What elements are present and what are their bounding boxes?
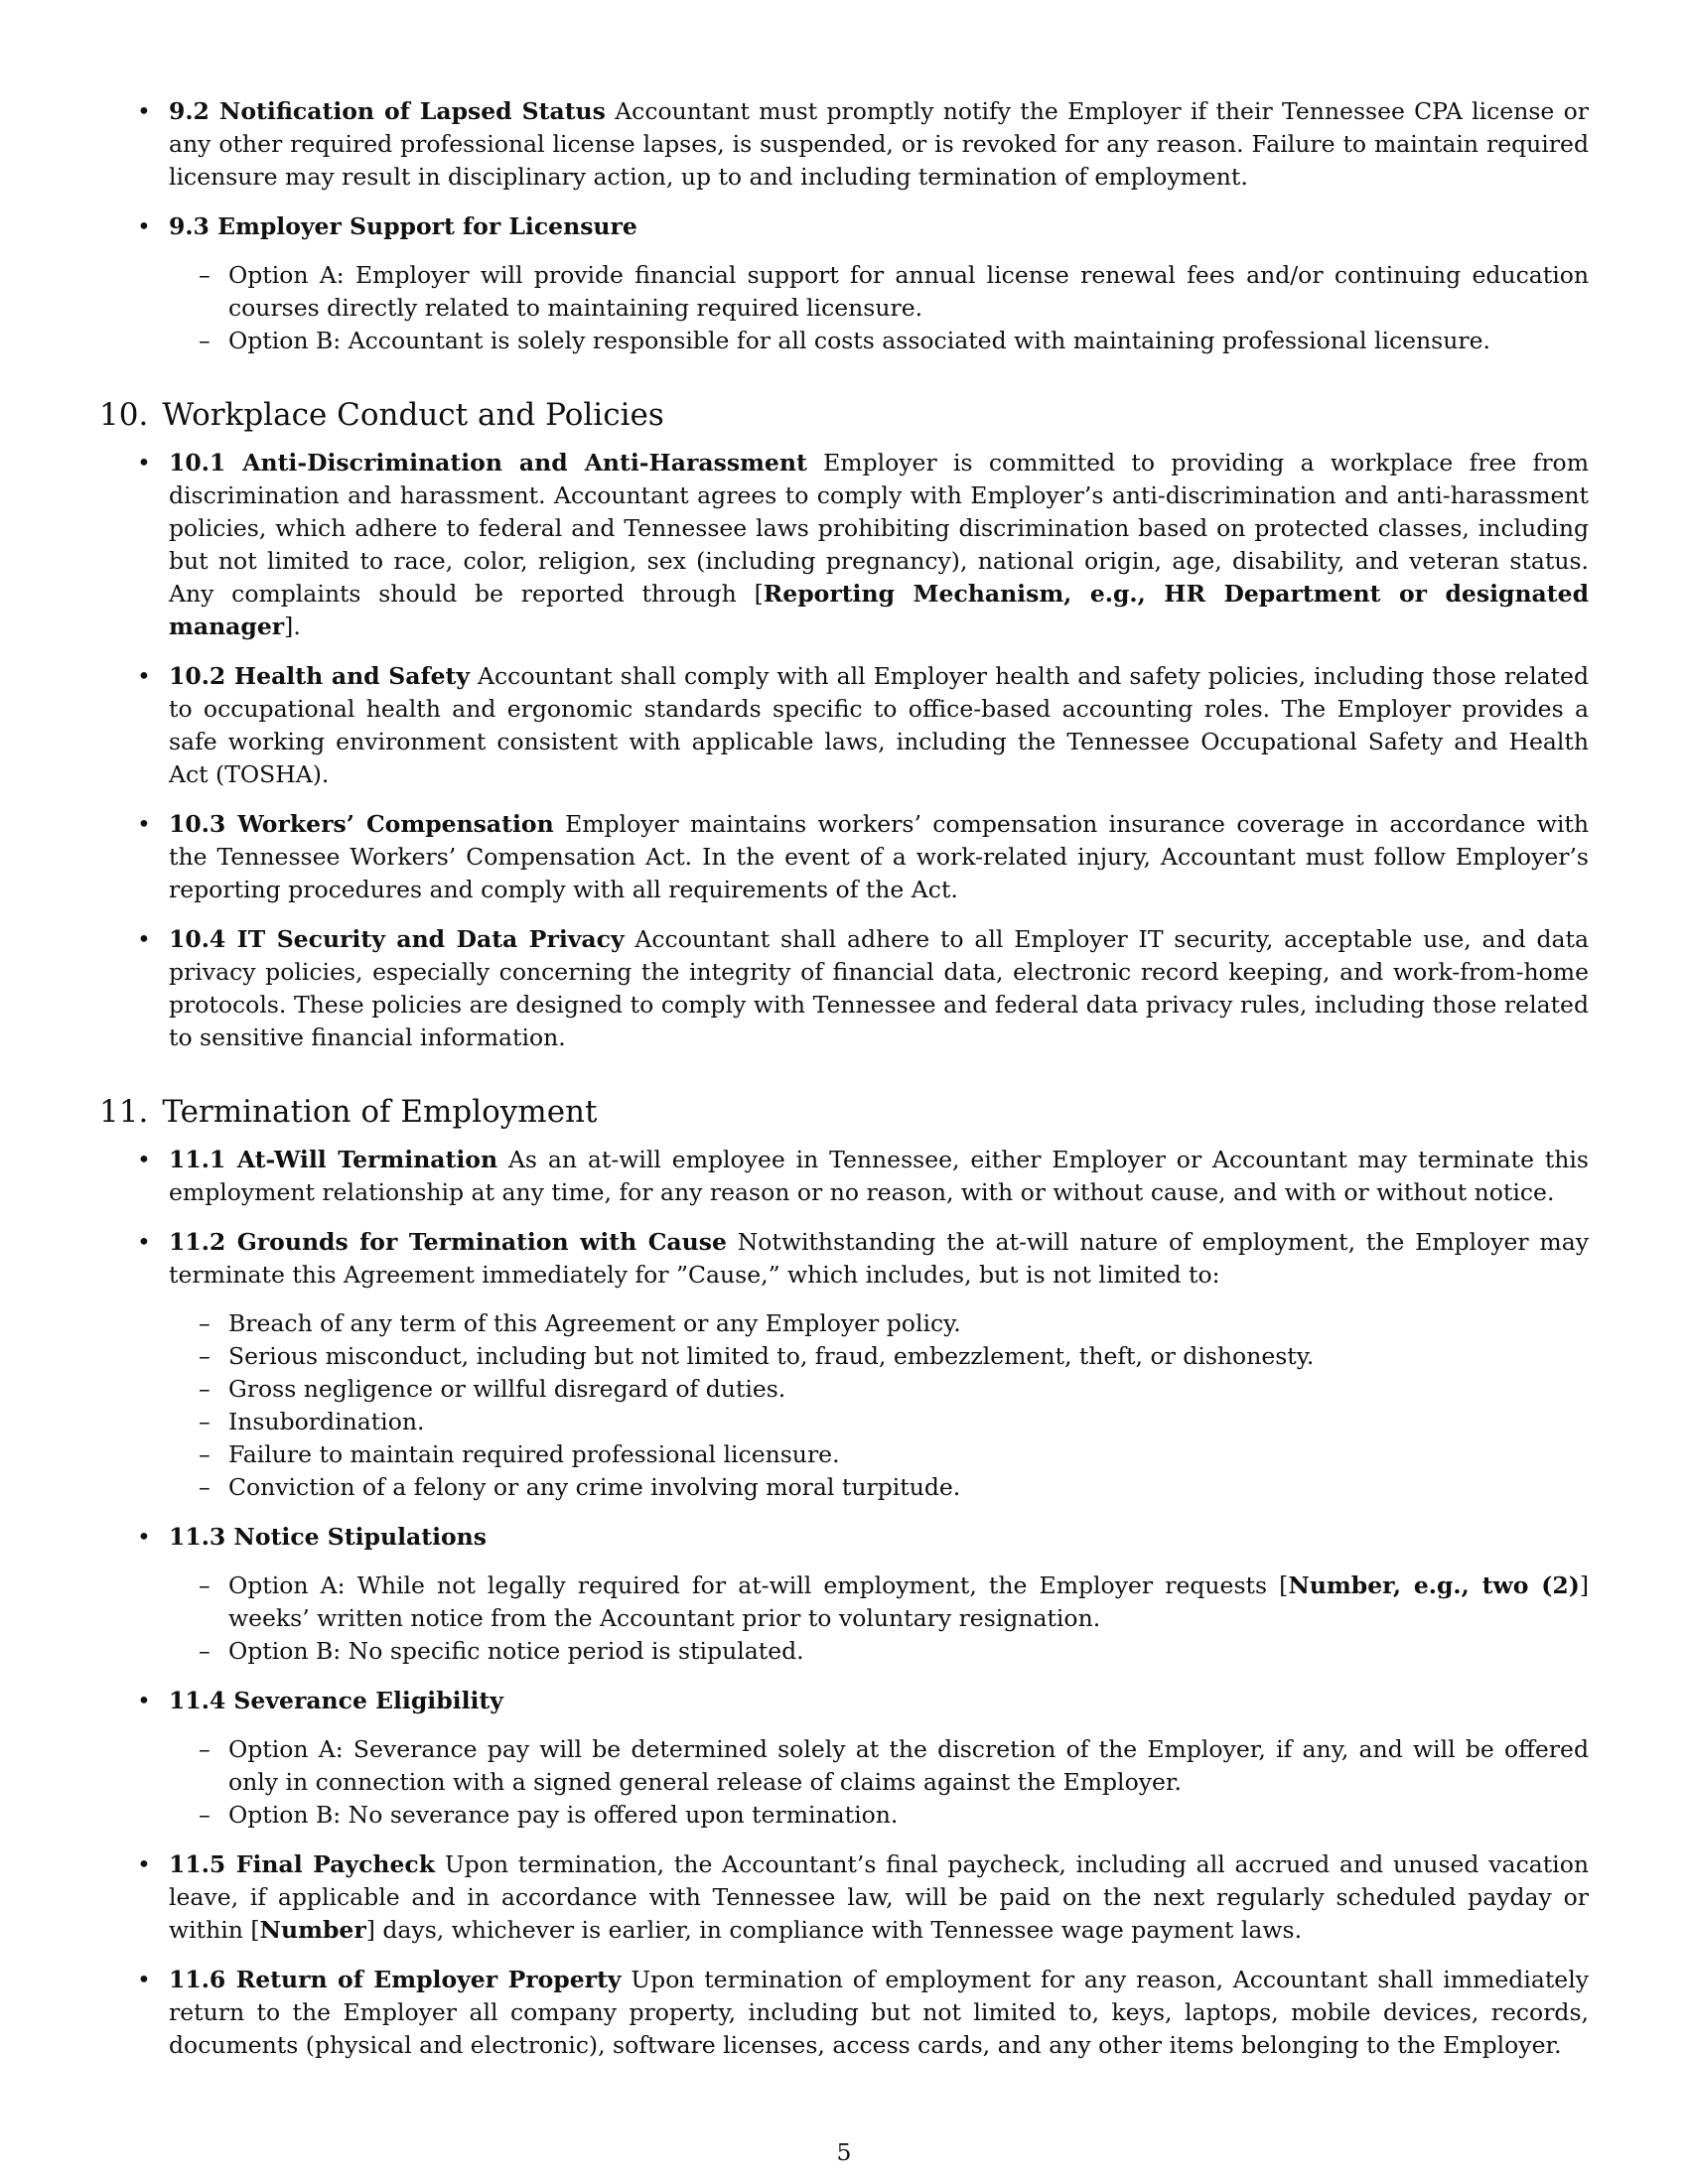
clause-text: Employer maintains workers’ compensation insurance coverage in accordance with the Tennessee Workers’ Compensation Act. In the event of a work-related injury, Accountant must follow Employer’s reporting procedures and comply with all requirements of the Act. (169, 810, 1589, 903)
grounds-item: – Breach of any term of this Agreement or any Employer policy. (169, 1307, 1589, 1340)
clause-text: Upon termination, the Accountant’s final paycheck, including all accrued and unused vacation leave, if applicable and in accordance with Tennessee law, will be paid on the next regularly scheduled payday or within (169, 1850, 1589, 1944)
option-text: Option A: While not legally required for at-will employment, the Employer requests (228, 1571, 1280, 1599)
grounds-item: – Insubordination. (169, 1406, 1589, 1438)
placeholder-bracket-open: [ (250, 1916, 260, 1944)
clause-title: 9.2 Notification of Lapsed Status (169, 97, 606, 125)
clause-text: Accountant must promptly notify the Employer if their Tennessee CPA license or any other required professional license lapses, is suspended, or is revoked for any reason. Failure to maintain required licensure may result in disciplinary action, up to and including termination of employment. (169, 97, 1589, 191)
clause-text: Upon termination of employment for any reason, Accountant shall immediately return to the Employer all company property, including but not limited to, keys, laptops, mobile devices, records, documents (physical and electronic), software licenses, access cards, and any other items belonging to the Employer. (169, 1966, 1589, 2059)
grounds-item: – Gross negligence or willful disregard of duties. (169, 1373, 1589, 1406)
clause-9-3 (99, 210, 1589, 357)
clause-title: 11.4 Severance Eligibility (169, 1687, 503, 1714)
document-body (99, 95, 1589, 2079)
option-item: – Option A: Employer will provide financial support for annual license renewal fees and/or continuing education courses directly related to maintaining required licensure. (169, 259, 1589, 325)
clause-text: As an at-will employee in Tennessee, either Employer or Accountant may terminate this employment relationship at any time, for any reason or no reason, with or without cause, and with or without notice. (169, 1146, 1589, 1206)
clause-text: Employer is committed to providing a workplace free from discrimination and harassment. Accountant agrees to comply with Employer’s anti-discrimination and anti-harassment policies, which adhere to federal and Tennessee laws prohibiting discrimination based on protected classes, including but not limited to race, color, religion, sex (including pregnancy), national origin, age, disability, and veteran status. Any complaints should be reported through (169, 449, 1589, 608)
clause-10-4 (99, 923, 1589, 1054)
clause-9-2 (99, 95, 1589, 194)
clause-11-5 (99, 1848, 1589, 1947)
placeholder-field: Reporting Mechanism, e.g., HR Department or designated manager (169, 580, 1589, 640)
clause-title: 11.1 At-Will Termination (169, 1146, 498, 1173)
clause-text: days, whichever is earlier, in compliance with Tennessee wage payment laws. (374, 1916, 1303, 1944)
clause-text: Accountant shall adhere to all Employer IT security, acceptable use, and data privacy policies, especially concerning the integrity of financial data, electronic record keeping, and work-from-home protocols. These policies are designed to comply with Tennessee and federal data privacy rules, including those related to sensitive financial information. (169, 925, 1589, 1051)
placeholder-field: Number (259, 1916, 366, 1944)
grounds-item: – Serious misconduct, including but not limited to, fraud, embezzlement, theft, or dishonesty. (169, 1340, 1589, 1373)
clause-title: 10.3 Workers’ Compensation (169, 810, 554, 838)
placeholder-bracket-close: ] (284, 613, 294, 640)
option-item: – Option B: No severance pay is offered upon termination. (169, 1799, 1589, 1832)
clause-10-1 (99, 447, 1589, 643)
clause-text: Accountant shall comply with all Employer health and safety policies, including those related to occupational health and ergonomic standards specific to office-based accounting roles. The Employer provides a safe working environment consistent with applicable laws, including the Tennessee Occupational Safety and Health Act (TOSHA). (169, 662, 1589, 788)
option-list (169, 259, 1589, 357)
clause-title: 10.4 IT Security and Data Privacy (169, 925, 625, 953)
option-item: – Option B: No specific notice period is stipulated. (169, 1635, 1589, 1668)
grounds-list (169, 1307, 1589, 1504)
section-number: 10. (99, 397, 149, 433)
option-item: – Option A: Severance pay will be determined solely at the discretion of the Employer, if any, and will be offered only in connection with a signed general release of claims against the Employer. (169, 1733, 1589, 1799)
placeholder-bracket-open: [ (754, 580, 764, 608)
option-item: – Option B: Accountant is solely responsible for all costs associated with maintaining professional licensure. (169, 325, 1589, 357)
section-title: Workplace Conduct and Policies (162, 397, 664, 433)
clause-11-2 (99, 1226, 1589, 1504)
option-list (169, 1733, 1589, 1832)
option-list (169, 1570, 1589, 1668)
section-number: 11. (99, 1094, 149, 1130)
clause-title: 11.2 Grounds for Termination with Cause (169, 1228, 727, 1256)
placeholder-bracket-close: ] (1579, 1571, 1589, 1599)
section-9-list (99, 95, 1589, 357)
clause-10-2 (99, 660, 1589, 791)
grounds-item: – Failure to maintain required professional licensure. (169, 1438, 1589, 1471)
grounds-item: – Conviction of a felony or any crime involving moral turpitude. (169, 1471, 1589, 1504)
clause-title: 9.3 Employer Support for Licensure (169, 212, 637, 240)
section-11-heading (99, 1092, 1589, 1132)
placeholder-bracket-open: [ (1279, 1571, 1289, 1599)
clause-title: 11.3 Notice Stipulations (169, 1523, 487, 1551)
option-item (169, 1570, 1589, 1635)
clause-10-3 (99, 808, 1589, 906)
clause-11-6 (99, 1964, 1589, 2062)
clause-text: Notwithstanding the at-will nature of employment, the Employer may terminate this Agreement immediately for ”Cause,” which includes, but is not limited to: (169, 1228, 1589, 1289)
section-11-list (99, 1144, 1589, 2062)
clause-title: 10.2 Health and Safety (169, 662, 471, 690)
clause-11-1 (99, 1144, 1589, 1209)
option-text: weeks’ written notice from the Accountant prior to voluntary resignation. (228, 1604, 1101, 1632)
clause-title: 11.5 Final Paycheck (169, 1850, 436, 1878)
clause-11-3 (99, 1521, 1589, 1668)
placeholder-bracket-close: ] (365, 1916, 375, 1944)
clause-title: 10.1 Anti-Discrimination and Anti-Harassment (169, 449, 807, 477)
placeholder-field: Number, e.g., two (2) (1288, 1571, 1580, 1599)
clause-text-end: . (293, 613, 301, 640)
section-10-heading (99, 395, 1589, 435)
page-number: 5 (836, 2138, 852, 2166)
section-title: Termination of Employment (162, 1094, 598, 1130)
section-10-list (99, 447, 1589, 1054)
clause-11-4 (99, 1685, 1589, 1832)
clause-title: 11.6 Return of Employer Property (169, 1966, 622, 1993)
